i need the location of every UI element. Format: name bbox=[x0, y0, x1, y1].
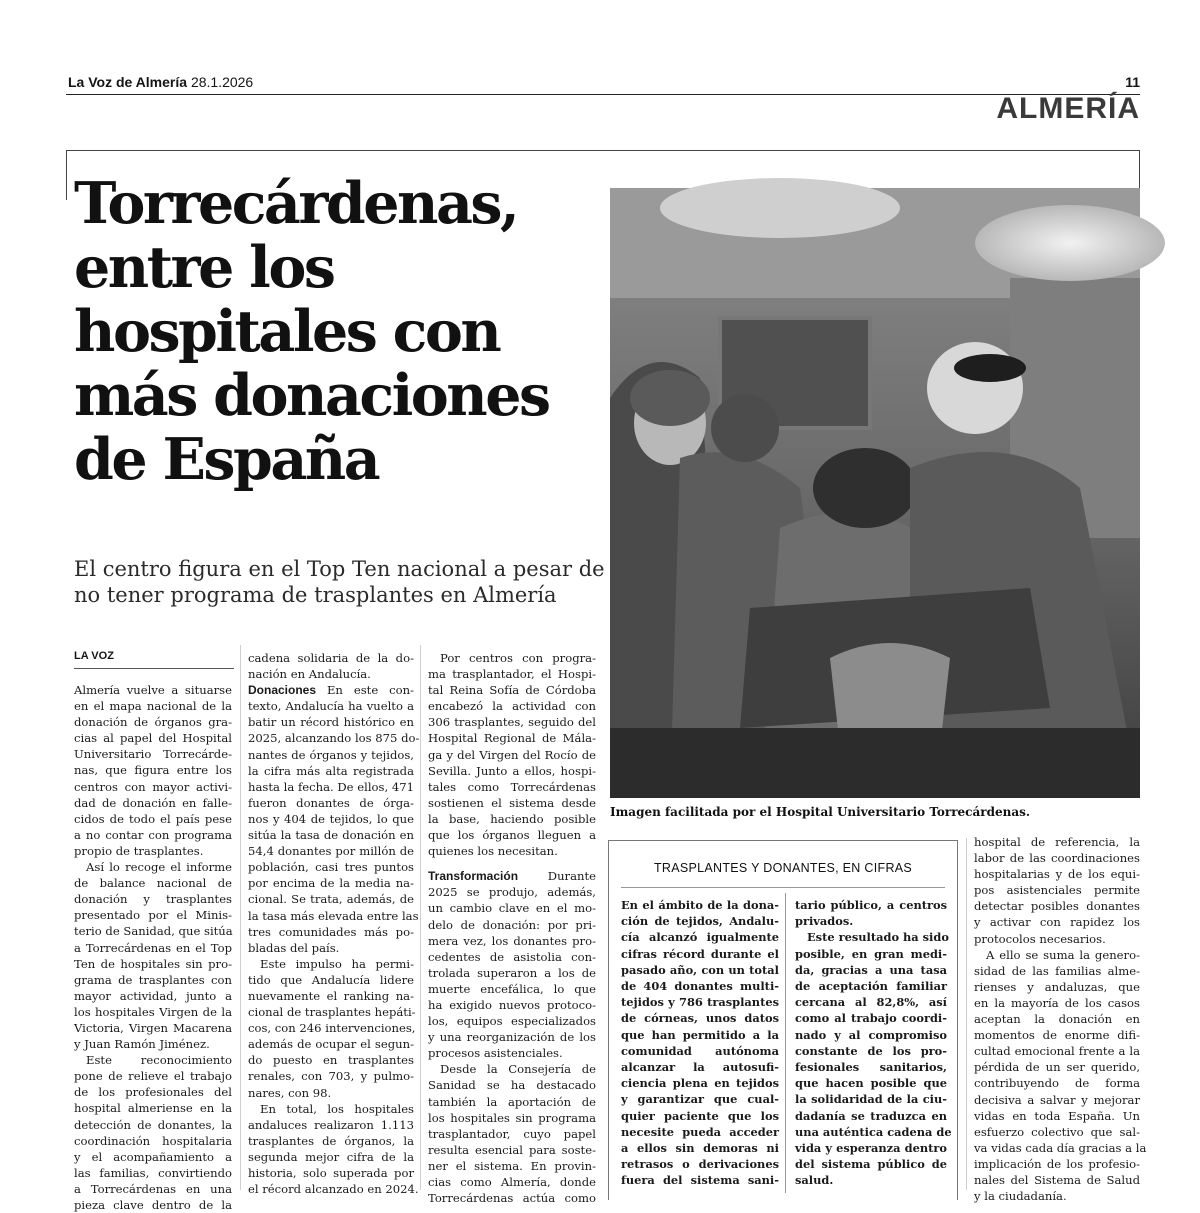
text-line: tales como Torrecárdenas bbox=[428, 779, 596, 794]
text-line: muerte encefálica, lo que bbox=[428, 981, 596, 996]
text-line: Torrecárdenas actúa como bbox=[428, 1191, 596, 1206]
text-line: cias al papel del Hospital bbox=[74, 731, 232, 746]
text-line: los hospitales Virgen de la bbox=[74, 1004, 232, 1019]
text-line: grama de trasplantes con bbox=[74, 972, 232, 987]
operating-room-image bbox=[610, 188, 1140, 798]
text-line: vidas en toda España. Un bbox=[974, 1108, 1140, 1123]
text-line: que han permitido a la bbox=[621, 1027, 779, 1042]
subheading-transformacion: Transformación bbox=[428, 869, 519, 884]
text-line: detectar posibles donantes bbox=[974, 899, 1140, 914]
masthead bbox=[68, 74, 253, 90]
column-separator bbox=[966, 838, 967, 1190]
byline-rule bbox=[74, 668, 234, 669]
text-line: nantes de órganos y tejidos, bbox=[248, 747, 414, 762]
text-line: esfuerzo colectivo que sal- bbox=[974, 1124, 1140, 1139]
text-line: alcanzar la autosufi- bbox=[621, 1060, 779, 1075]
column-3-body-a bbox=[428, 650, 596, 859]
text-line: trolada superaron a los de bbox=[428, 965, 596, 980]
text-line: comunidad autónoma bbox=[621, 1043, 779, 1058]
text-line: Victoria, Virgen Macarena bbox=[74, 1020, 232, 1035]
text-line: nas, que figura entre los bbox=[74, 763, 232, 778]
text-line: cidos de todo el país pese bbox=[74, 811, 232, 826]
text-line: do puesto en trasplantes bbox=[248, 1053, 414, 1068]
text-line: donación de órganos gra- bbox=[74, 715, 232, 730]
column-separator bbox=[240, 645, 241, 1190]
text-line: dad de donación en falle- bbox=[74, 795, 232, 810]
text-line: nado y al compromiso bbox=[795, 1027, 947, 1042]
text-line: y una reorganización de los bbox=[428, 1030, 596, 1045]
text-line: andaluces realizaron 1.113 bbox=[248, 1117, 414, 1132]
text-line: a Torrecárdenas en una bbox=[74, 1181, 232, 1196]
text-line: texto, Andalucía ha vuelto a bbox=[248, 699, 414, 714]
text-line: momentos de enorme difi- bbox=[974, 1028, 1140, 1043]
text-line: Este reconocimiento bbox=[86, 1053, 232, 1068]
text-line: y el acompañamiento a bbox=[74, 1149, 232, 1164]
article-column-3 bbox=[428, 650, 596, 1206]
text-line: Este impulso ha permi- bbox=[260, 956, 414, 971]
text-line: que los órganos lleguen a bbox=[428, 828, 596, 843]
text-line: de aceptación familiar bbox=[795, 979, 947, 994]
text-line: da, gracias a una tasa bbox=[795, 962, 947, 977]
text-line: Así lo recoge el informe bbox=[86, 860, 232, 875]
subhead-line: El centro figura en el Top Ten nacional a pesar de bbox=[74, 557, 605, 581]
text-line: y garantizar que cual- bbox=[621, 1092, 779, 1107]
text-line: un cambio clave en el mo- bbox=[428, 901, 596, 916]
text-line: hospital almeriense en la bbox=[74, 1101, 232, 1116]
text-line: fuera del sistema sani- bbox=[621, 1173, 779, 1188]
text-line: Ten de hospitales sin pro- bbox=[74, 956, 232, 971]
subhead-line: no tener programa de trasplantes en Almería bbox=[74, 583, 557, 607]
text-line: contribuyendo de forma bbox=[974, 1076, 1140, 1091]
text-line: tido que Andalucía lidere bbox=[248, 972, 414, 987]
column-2-body bbox=[248, 698, 420, 1197]
text-line: Sevilla. Junto a ellos, hospi- bbox=[428, 763, 596, 778]
text-line: resulta esencial para soste- bbox=[428, 1142, 596, 1157]
text-line: ner el sistema. En provin- bbox=[428, 1158, 596, 1173]
text-line: los, equipos especializados bbox=[428, 1014, 596, 1029]
text-line: la tasa más elevada entre las bbox=[248, 908, 419, 923]
text-line: y activar con rapidez los bbox=[974, 915, 1140, 930]
text-line: quienes los necesitan. bbox=[428, 844, 558, 859]
article-column-4 bbox=[974, 834, 1147, 1204]
column-3-body-b bbox=[428, 884, 596, 1206]
text-line: pasado año, con un total bbox=[621, 962, 779, 977]
text-line: nares, con 98. bbox=[248, 1085, 332, 1100]
text-line: a no contar con programa bbox=[74, 827, 232, 842]
subheading-donaciones: Donaciones bbox=[248, 683, 317, 698]
text-line: 2025, alcanzando los 875 do- bbox=[248, 731, 420, 746]
text-line: cedentes de asistolia con- bbox=[428, 949, 596, 964]
headline-line: hospitales con bbox=[74, 298, 500, 365]
text-line: a ellos sin demoras ni bbox=[621, 1141, 779, 1156]
text-line: nación en Andalucía. bbox=[248, 667, 371, 682]
text-line: encabezó la actividad con bbox=[428, 699, 596, 714]
text-line: Desde la Consejería de bbox=[440, 1062, 596, 1077]
text-line: cional de trasplantes hepáti- bbox=[248, 1005, 416, 1020]
text-line: que hacen posible que bbox=[795, 1076, 947, 1091]
text-line: procesos asistenciales. bbox=[428, 1046, 563, 1061]
text-line: decisiva a salvar y mejorar bbox=[974, 1092, 1140, 1107]
text-line: Donaciones En este con- bbox=[248, 683, 414, 698]
figures-box-rule bbox=[621, 887, 945, 888]
text-line: ha exigido nuevos protoco- bbox=[428, 997, 596, 1012]
headline-line: de España bbox=[74, 426, 379, 493]
text-line: de córneas, unos datos bbox=[621, 1011, 779, 1026]
text-line: vida y esperanza dentro bbox=[795, 1141, 947, 1156]
text-line: nuevamente el ranking na- bbox=[248, 988, 414, 1003]
text-line: En total, los hospitales bbox=[260, 1101, 414, 1116]
text-line: 54,4 donantes por millón de bbox=[248, 844, 414, 859]
text-line: tal Reina Sofía de Córdoba bbox=[428, 683, 596, 698]
text-line: mera vez, los donantes pro- bbox=[428, 933, 596, 948]
text-line: terio de Sanidad, que sitúa bbox=[74, 924, 233, 939]
text-line: Hospital Regional de Mála- bbox=[428, 731, 596, 746]
text-line: detección de donantes, la bbox=[74, 1117, 232, 1132]
article-subheadline bbox=[74, 556, 605, 608]
text-line: y Juan Ramón Jiménez. bbox=[74, 1037, 210, 1052]
text-line: además de ocupar el segun- bbox=[248, 1037, 414, 1052]
text-line: cos, con 246 intervenciones, bbox=[248, 1021, 416, 1036]
text-line: nos y 404 de tejidos, lo que bbox=[248, 811, 414, 826]
text-line: propio de trasplantes. bbox=[74, 843, 204, 858]
text-line: ma trasplantador, el Hospi- bbox=[428, 667, 596, 682]
text-line: en la mayoría de los casos bbox=[974, 995, 1140, 1010]
text-line: posible, en gran medi- bbox=[795, 946, 947, 961]
text-line: 306 trasplantes, seguido del bbox=[428, 715, 596, 730]
text-line: por encima de la media na- bbox=[248, 876, 414, 891]
text-line: trasplantes de órganos, la bbox=[248, 1133, 414, 1148]
text-line: nales del Sistema de Salud bbox=[974, 1172, 1140, 1187]
text-line: A ello se suma la genero- bbox=[986, 947, 1140, 962]
text-line: también la aportación de bbox=[428, 1094, 596, 1109]
section-title: ALMERÍA bbox=[996, 92, 1140, 125]
text-line: renales, con 703, y pulmo- bbox=[248, 1069, 414, 1084]
text-line: ción de tejidos, Andalu- bbox=[621, 914, 779, 929]
text-line: los hospitales sin programa bbox=[428, 1110, 596, 1125]
text-line: pérdida de un ser querido, bbox=[974, 1060, 1140, 1075]
text-line: Transformación Durante bbox=[428, 869, 596, 884]
text-line: centros con mayor activi- bbox=[74, 779, 232, 794]
text-line: ciencia plena en tejidos bbox=[621, 1076, 779, 1091]
text-line: presentado por el Minis- bbox=[74, 908, 232, 923]
article-column-2 bbox=[248, 650, 420, 1197]
text-line: va vidas cada día gracias a la bbox=[974, 1140, 1147, 1155]
text-line: la solidaridad de la ciu- bbox=[795, 1092, 947, 1107]
figures-box-right-column bbox=[795, 897, 952, 1189]
text-line: una auténtica cadena de bbox=[795, 1124, 952, 1139]
text-line: cifras récord durante el bbox=[621, 946, 779, 961]
text-line: implicación de los profesio- bbox=[974, 1156, 1140, 1171]
text-line: cional. Se trata, además, de bbox=[248, 892, 414, 907]
text-line: retrasos o derivaciones bbox=[621, 1157, 779, 1172]
text-line: bladas del país. bbox=[248, 940, 340, 955]
text-line: las familias, convirtiendo bbox=[74, 1165, 232, 1180]
text-line: en el mapa nacional de la bbox=[74, 699, 232, 714]
text-line: salud. bbox=[795, 1173, 834, 1188]
byline: LA VOZ bbox=[74, 650, 114, 662]
text-line: cias como Almería, donde bbox=[428, 1175, 596, 1189]
newspaper-name: La Voz de Almería bbox=[68, 74, 188, 90]
text-line: protocolos necesarios. bbox=[974, 931, 1106, 946]
text-line: tres comunidades más po- bbox=[248, 924, 414, 939]
page-number: 11 bbox=[1125, 74, 1140, 90]
text-line: delo de donación: por pri- bbox=[428, 917, 596, 932]
issue-date: 28.1.2026 bbox=[190, 74, 254, 90]
text-line: cía alcanzó igualmente bbox=[621, 930, 779, 945]
text-line: cadena solidaria de la do- bbox=[248, 651, 414, 665]
text-line: la base, haciendo posible bbox=[428, 811, 596, 826]
figures-box bbox=[608, 840, 958, 1200]
text-line: de 404 donantes multi- bbox=[621, 979, 779, 994]
text-line: sidad de las familias alme- bbox=[974, 963, 1140, 978]
text-line: segunda mejor cifra de la bbox=[248, 1149, 414, 1164]
text-line: pieza clave dentro de la bbox=[74, 1198, 232, 1212]
text-line: la cifra más alta registrada bbox=[248, 763, 414, 778]
text-line: Este resultado ha sido bbox=[807, 930, 949, 945]
text-line: tario público, a centros bbox=[795, 898, 947, 912]
figures-box-title: TRASPLANTES Y DONANTES, EN CIFRAS bbox=[653, 861, 913, 875]
text-line: el récord alcanzado en 2024. bbox=[248, 1182, 419, 1197]
text-line: tejidos y 786 trasplantes bbox=[621, 995, 779, 1010]
text-line: como al trabajo coordi- bbox=[795, 1011, 947, 1026]
text-line: labor de las coordinaciones bbox=[974, 851, 1140, 866]
photo-caption: Imagen facilitada por el Hospital Universitario Torrecárdenas. bbox=[610, 805, 1031, 819]
text-line: batir un récord histórico en bbox=[248, 715, 414, 730]
text-line: Almería vuelve a situarse bbox=[74, 683, 232, 697]
text-line: cercana al 82,8%, así bbox=[795, 995, 947, 1010]
text-line: y la ciudadanía. bbox=[974, 1189, 1067, 1204]
text-line: coordinación hospitalaria bbox=[74, 1133, 232, 1148]
text-line: pone de relieve el trabajo bbox=[74, 1069, 232, 1084]
article-frame-top bbox=[66, 150, 1140, 151]
text-line: a Torrecárdenas en el Top bbox=[74, 940, 232, 955]
text-line: sitúa la tasa de donación en bbox=[248, 828, 414, 843]
text-line: hospitalarias y de los equi- bbox=[974, 867, 1140, 882]
figures-box-left-column bbox=[621, 897, 779, 1189]
text-line: población, casi tres puntos bbox=[248, 860, 414, 875]
article-column-1 bbox=[74, 682, 232, 1213]
figures-box-separator bbox=[785, 893, 786, 1193]
text-line: sostienen el sistema desde bbox=[428, 795, 596, 810]
text-line: de balance nacional de bbox=[74, 876, 232, 891]
text-line: constante de los pro- bbox=[795, 1043, 947, 1058]
headline-line: Torrecárdenas, bbox=[74, 170, 518, 237]
masthead-rule bbox=[66, 94, 1140, 95]
column-separator bbox=[420, 645, 421, 1190]
article-photo bbox=[610, 188, 1140, 798]
text-line: privados. bbox=[795, 914, 854, 929]
text-line: del sistema público de bbox=[795, 1157, 947, 1172]
text-line: En el ámbito de la dona- bbox=[621, 898, 779, 912]
headline-line: más donaciones bbox=[74, 362, 549, 429]
article-headline bbox=[74, 172, 604, 492]
text-line: historia, solo superada por bbox=[248, 1166, 414, 1180]
text-line: quier paciente que los bbox=[621, 1108, 779, 1123]
text-line: aceptan la donación en bbox=[974, 1012, 1140, 1027]
headline-line: entre los bbox=[74, 234, 334, 301]
text-line: ga y del Virgen del Rocío de bbox=[428, 747, 596, 762]
text-line: Universitario Torrecárde- bbox=[74, 747, 232, 762]
text-line: Sanidad se ha destacado bbox=[428, 1078, 596, 1093]
text-line: fesionales sanitarios, bbox=[795, 1060, 947, 1075]
text-line: hospital de referencia, la bbox=[974, 835, 1140, 849]
text-line: de los profesionales del bbox=[74, 1085, 232, 1100]
text-line: donación y trasplantes bbox=[74, 892, 232, 907]
text-line: fueron donantes de órga- bbox=[248, 795, 414, 810]
text-line: rienses y andaluzas, que bbox=[974, 979, 1140, 994]
text-line: pos asistenciales permite bbox=[974, 883, 1140, 898]
text-line: dadanía se traduzca en bbox=[795, 1108, 947, 1123]
text-line: Por centros con progra- bbox=[440, 651, 596, 665]
text-line: 2025 se produjo, además, bbox=[428, 885, 596, 900]
article-frame-left bbox=[66, 150, 67, 200]
text-line: necesite pueda acceder bbox=[621, 1124, 779, 1139]
text-line: hasta la fecha. De ellos, 471 bbox=[248, 779, 414, 794]
text-line: cultad emocional frente a la bbox=[974, 1044, 1140, 1059]
text-line: mayor actividad, junto a bbox=[74, 988, 232, 1003]
text-line: trasplantador, cuyo papel bbox=[428, 1126, 596, 1141]
